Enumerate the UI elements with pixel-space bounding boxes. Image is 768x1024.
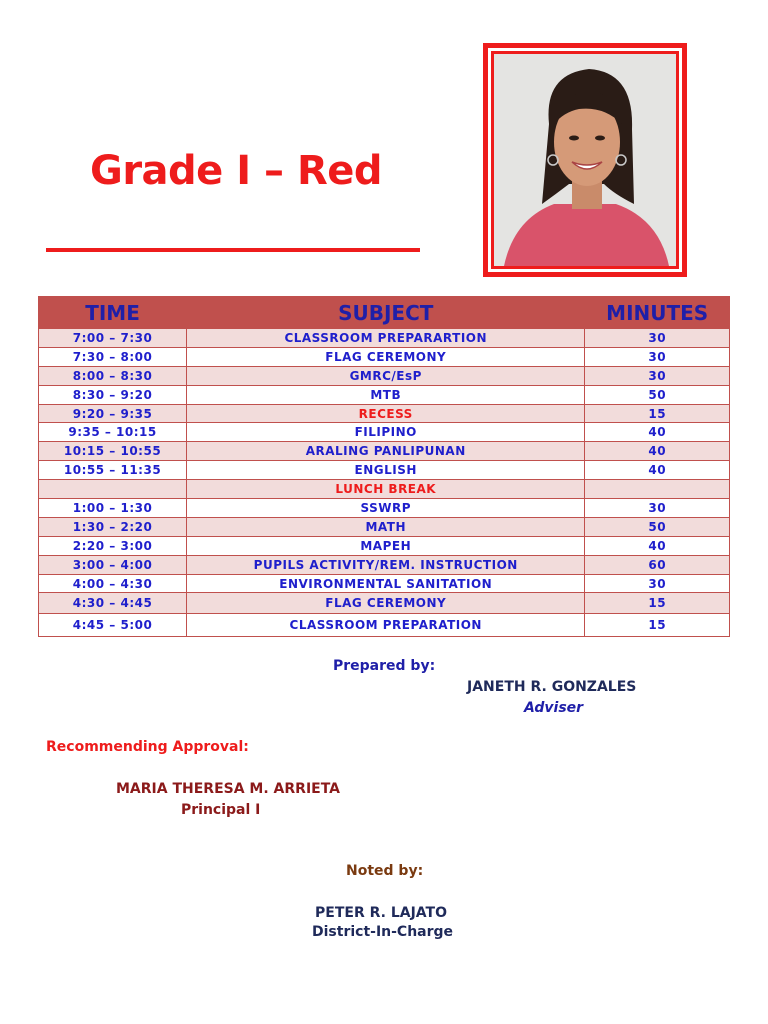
row-time: 9:20 – 9:35 xyxy=(39,404,187,423)
table-row xyxy=(39,385,730,404)
row-minutes: 30 xyxy=(585,366,730,385)
table-row xyxy=(39,442,730,461)
table-row xyxy=(39,499,730,518)
row-subject: ARALING PANLIPUNAN xyxy=(187,442,585,461)
header-subject: SUBJECT xyxy=(187,297,585,329)
row-subject-lunch: LUNCH BREAK xyxy=(187,480,585,499)
prepared-by-name: JANETH R. GONZALES xyxy=(467,679,637,695)
row-subject: FLAG CEREMONY xyxy=(187,347,585,366)
table-row xyxy=(39,614,730,637)
prepared-by-title: Adviser xyxy=(524,700,584,716)
row-time: 8:00 – 8:30 xyxy=(39,366,187,385)
row-time: 7:00 – 7:30 xyxy=(39,329,187,348)
row-minutes: 30 xyxy=(585,499,730,518)
row-time: 4:45 – 5:00 xyxy=(39,614,187,637)
header-minutes: MINUTES xyxy=(585,297,730,329)
row-minutes xyxy=(585,480,730,499)
row-subject: MTB xyxy=(187,385,585,404)
row-minutes: 40 xyxy=(585,442,730,461)
table-header-row xyxy=(39,297,730,329)
row-subject: CLASSROOM PREPARARTION xyxy=(187,329,585,348)
table-row xyxy=(39,480,730,499)
row-time: 10:15 – 10:55 xyxy=(39,442,187,461)
table-row xyxy=(39,461,730,480)
row-subject: FILIPINO xyxy=(187,423,585,442)
row-minutes: 15 xyxy=(585,614,730,637)
prepared-by-label: Prepared by: xyxy=(333,658,436,674)
row-minutes: 15 xyxy=(585,404,730,423)
row-minutes: 15 xyxy=(585,593,730,614)
recommending-approval-label: Recommending Approval: xyxy=(46,739,249,755)
table-row xyxy=(39,404,730,423)
table-row xyxy=(39,423,730,442)
row-time: 8:30 – 9:20 xyxy=(39,385,187,404)
row-subject: MAPEH xyxy=(187,536,585,555)
page-title: Grade I – Red xyxy=(90,148,383,194)
teacher-photo-frame xyxy=(483,43,687,277)
title-underline xyxy=(46,248,420,252)
row-subject: GMRC/EsP xyxy=(187,366,585,385)
schedule-table xyxy=(38,296,730,637)
row-time: 1:00 – 1:30 xyxy=(39,499,187,518)
row-time: 4:00 – 4:30 xyxy=(39,574,187,593)
row-minutes: 40 xyxy=(585,536,730,555)
row-minutes: 60 xyxy=(585,555,730,574)
row-subject: ENVIRONMENTAL SANITATION xyxy=(187,574,585,593)
table-row xyxy=(39,329,730,348)
row-time: 4:30 – 4:45 xyxy=(39,593,187,614)
row-time xyxy=(39,480,187,499)
table-row xyxy=(39,347,730,366)
table-row xyxy=(39,536,730,555)
row-subject: FLAG CEREMONY xyxy=(187,593,585,614)
row-minutes: 40 xyxy=(585,423,730,442)
row-minutes: 30 xyxy=(585,574,730,593)
row-subject-recess: RECESS xyxy=(187,404,585,423)
teacher-photo xyxy=(494,54,676,266)
row-time: 1:30 – 2:20 xyxy=(39,517,187,536)
row-time: 2:20 – 3:00 xyxy=(39,536,187,555)
row-subject: ENGLISH xyxy=(187,461,585,480)
noted-by-label: Noted by: xyxy=(346,863,424,879)
row-subject: PUPILS ACTIVITY/REM. INSTRUCTION xyxy=(187,555,585,574)
noted-by-title: District-In-Charge xyxy=(312,924,454,940)
row-time: 7:30 – 8:00 xyxy=(39,347,187,366)
row-subject: CLASSROOM PREPARATION xyxy=(187,614,585,637)
row-time: 10:55 – 11:35 xyxy=(39,461,187,480)
row-minutes: 40 xyxy=(585,461,730,480)
row-time: 9:35 – 10:15 xyxy=(39,423,187,442)
row-minutes: 50 xyxy=(585,385,730,404)
noted-by-name: PETER R. LAJATO xyxy=(315,905,447,921)
table-row xyxy=(39,593,730,614)
recommending-title: Principal I xyxy=(181,802,261,818)
table-row xyxy=(39,555,730,574)
row-time: 3:00 – 4:00 xyxy=(39,555,187,574)
header-time: TIME xyxy=(39,297,187,329)
row-minutes: 30 xyxy=(585,329,730,348)
recommending-name: MARIA THERESA M. ARRIETA xyxy=(116,781,341,797)
row-minutes: 50 xyxy=(585,517,730,536)
table-row xyxy=(39,366,730,385)
row-subject: MATH xyxy=(187,517,585,536)
table-row xyxy=(39,574,730,593)
row-minutes: 30 xyxy=(585,347,730,366)
table-row xyxy=(39,517,730,536)
row-subject: SSWRP xyxy=(187,499,585,518)
